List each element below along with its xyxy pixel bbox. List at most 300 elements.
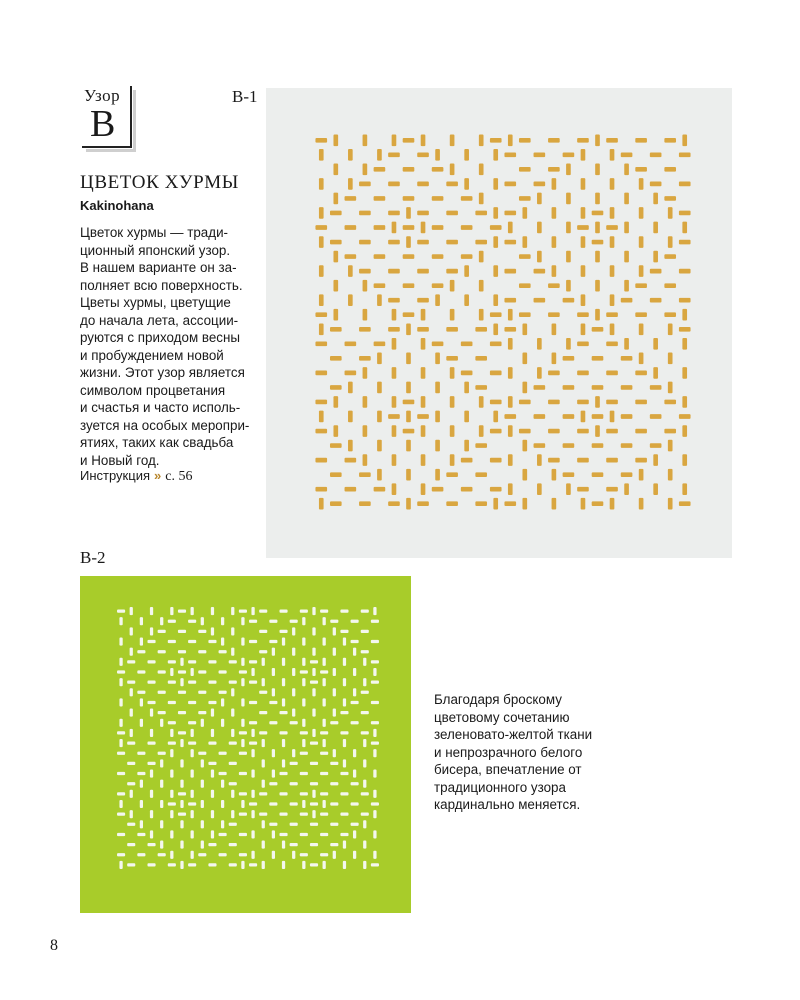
- bead: [595, 396, 600, 408]
- bead: [552, 353, 557, 365]
- bead: [595, 222, 600, 234]
- bead: [340, 772, 348, 775]
- bead: [577, 429, 589, 434]
- bead: [371, 681, 379, 684]
- bead: [231, 810, 234, 818]
- bead: [475, 356, 487, 361]
- bead: [251, 729, 254, 737]
- bead: [417, 152, 429, 157]
- bead: [249, 721, 257, 724]
- bead: [621, 356, 633, 361]
- bead: [581, 178, 586, 190]
- bead: [348, 440, 353, 452]
- bead: [552, 207, 557, 219]
- bead: [371, 701, 379, 704]
- bead: [446, 240, 458, 245]
- bead: [606, 400, 618, 405]
- bead: [446, 182, 458, 187]
- bead: [475, 240, 487, 245]
- bead: [251, 607, 254, 615]
- bead: [150, 627, 153, 635]
- bead: [679, 414, 691, 419]
- bead: [158, 711, 166, 714]
- bead: [493, 207, 498, 219]
- bead: [117, 731, 125, 734]
- bead: [229, 843, 237, 846]
- bead: [461, 458, 473, 463]
- bead: [581, 236, 586, 248]
- bead: [315, 371, 327, 376]
- bead: [150, 810, 153, 818]
- bead: [563, 152, 575, 157]
- bead: [388, 327, 400, 332]
- bead: [119, 861, 122, 869]
- bead: [610, 498, 615, 510]
- bead: [435, 149, 440, 161]
- bead: [639, 323, 644, 335]
- bead: [330, 443, 342, 448]
- bead: [566, 193, 571, 205]
- bead: [229, 762, 237, 765]
- bead: [606, 429, 618, 434]
- bead: [635, 371, 647, 376]
- bead: [577, 341, 589, 346]
- bead: [191, 790, 194, 798]
- bead: [679, 240, 691, 245]
- bead: [508, 483, 513, 495]
- bead: [310, 681, 318, 684]
- bead: [552, 498, 557, 510]
- bead: [432, 283, 444, 288]
- bead: [548, 458, 560, 463]
- bead: [639, 236, 644, 248]
- bead: [566, 164, 571, 176]
- bead: [592, 385, 604, 390]
- bead: [262, 739, 265, 747]
- bead: [127, 782, 135, 785]
- bead: [333, 648, 336, 656]
- bead: [610, 207, 615, 219]
- bead: [566, 251, 571, 263]
- bead: [231, 709, 234, 717]
- bead: [262, 861, 265, 869]
- bead: [406, 411, 411, 423]
- bead: [388, 501, 400, 506]
- bead: [188, 721, 196, 724]
- bead: [140, 719, 143, 727]
- bead: [239, 670, 247, 673]
- bead: [682, 425, 687, 437]
- bead: [621, 443, 633, 448]
- bead: [548, 167, 560, 172]
- bead: [127, 681, 135, 684]
- bead: [302, 658, 305, 666]
- bead: [219, 670, 227, 673]
- bead: [259, 630, 267, 633]
- bead: [272, 648, 275, 656]
- bead: [371, 863, 379, 866]
- description-line: ционный японский узор.: [80, 242, 231, 258]
- bead: [592, 443, 604, 448]
- bead: [130, 810, 133, 818]
- bead: [188, 802, 196, 805]
- bead: [160, 841, 163, 849]
- bead: [682, 367, 687, 379]
- bead: [653, 193, 658, 205]
- bead: [435, 440, 440, 452]
- bead: [333, 280, 338, 292]
- bead: [610, 236, 615, 248]
- bead: [534, 269, 546, 274]
- bead: [595, 134, 600, 146]
- bead: [168, 863, 176, 866]
- bead: [522, 469, 527, 481]
- bead: [343, 841, 346, 849]
- bead: [361, 630, 369, 633]
- bead: [330, 782, 338, 785]
- bead: [241, 739, 244, 747]
- bead: [147, 741, 155, 744]
- bead: [450, 425, 455, 437]
- bead: [650, 269, 662, 274]
- caption-line: Благодаря броскому: [434, 692, 562, 707]
- bead: [490, 458, 502, 463]
- bead: [319, 498, 324, 510]
- bead: [639, 178, 644, 190]
- bead: [251, 790, 254, 798]
- instruction-link[interactable]: [80, 468, 192, 485]
- bead: [650, 298, 662, 303]
- bead: [323, 800, 326, 808]
- bead: [374, 487, 386, 492]
- bead: [371, 660, 379, 663]
- bead: [249, 802, 257, 805]
- bead: [353, 769, 356, 777]
- bead: [363, 759, 366, 767]
- bead: [421, 483, 426, 495]
- bead: [508, 222, 513, 234]
- bead: [219, 650, 227, 653]
- bead: [330, 327, 342, 332]
- bead: [259, 711, 267, 714]
- bead: [388, 414, 400, 419]
- bead: [461, 196, 473, 201]
- bead: [552, 323, 557, 335]
- bead: [300, 813, 308, 816]
- bead: [300, 792, 308, 795]
- pattern-box-border: [130, 86, 132, 148]
- bead: [639, 265, 644, 277]
- bead: [279, 772, 287, 775]
- bead: [147, 640, 155, 643]
- bead: [269, 823, 277, 826]
- bead: [340, 792, 348, 795]
- bead: [668, 440, 673, 452]
- bead: [566, 338, 571, 350]
- bead: [606, 312, 618, 317]
- bead: [180, 780, 183, 788]
- bead: [348, 265, 353, 277]
- bead: [201, 841, 204, 849]
- bead: [119, 800, 122, 808]
- bead: [392, 222, 397, 234]
- bead: [563, 298, 575, 303]
- bead: [310, 843, 318, 846]
- bead: [668, 207, 673, 219]
- bead: [231, 688, 234, 696]
- bead: [548, 312, 560, 317]
- bead: [300, 752, 308, 755]
- bead: [351, 640, 359, 643]
- bead: [664, 312, 676, 317]
- bead: [650, 443, 662, 448]
- bead: [435, 382, 440, 394]
- bead: [117, 609, 125, 612]
- bead: [310, 863, 318, 866]
- bead: [302, 637, 305, 645]
- bead: [537, 338, 542, 350]
- bead: [168, 741, 176, 744]
- bead: [269, 721, 277, 724]
- bead: [392, 367, 397, 379]
- bead: [406, 353, 411, 365]
- bead: [208, 762, 216, 765]
- bead: [208, 863, 216, 866]
- bead: [403, 138, 415, 143]
- bead: [340, 731, 348, 734]
- bead: [119, 637, 122, 645]
- bead: [117, 853, 125, 856]
- bead: [522, 323, 527, 335]
- bead: [170, 749, 173, 757]
- bead: [229, 660, 237, 663]
- bead: [508, 396, 513, 408]
- bead: [241, 678, 244, 686]
- bead: [435, 294, 440, 306]
- bead: [241, 637, 244, 645]
- bead: [461, 254, 473, 259]
- bead: [371, 620, 379, 623]
- bead: [319, 207, 324, 219]
- bead: [577, 312, 589, 317]
- bead: [315, 312, 327, 317]
- bead: [548, 429, 560, 434]
- description-line: Цветы хурмы, цветущие: [80, 295, 231, 310]
- bead: [592, 327, 604, 332]
- bead: [392, 425, 397, 437]
- bead: [310, 762, 318, 765]
- bead: [635, 429, 647, 434]
- bead: [537, 483, 542, 495]
- bead: [679, 152, 691, 157]
- bead: [249, 660, 257, 663]
- bead: [259, 609, 267, 612]
- bead: [624, 193, 629, 205]
- bead: [522, 353, 527, 365]
- bead: [363, 134, 368, 146]
- bead: [435, 469, 440, 481]
- bead: [359, 211, 371, 216]
- bead: [490, 341, 502, 346]
- bead: [300, 833, 308, 836]
- bead: [191, 830, 194, 838]
- bead: [682, 309, 687, 321]
- bead: [361, 813, 369, 816]
- bead: [577, 225, 589, 230]
- bead: [319, 149, 324, 161]
- bead: [229, 823, 237, 826]
- bead: [417, 414, 429, 419]
- bead: [300, 772, 308, 775]
- bead: [664, 254, 676, 259]
- bead: [522, 382, 527, 394]
- bead: [522, 440, 527, 452]
- bead: [259, 731, 267, 734]
- bead: [198, 670, 206, 673]
- bead: [221, 780, 224, 788]
- bead: [475, 472, 487, 477]
- bead: [319, 178, 324, 190]
- bead: [259, 650, 267, 653]
- bead: [345, 254, 357, 259]
- bead: [191, 749, 194, 757]
- bead: [239, 813, 247, 816]
- bead: [475, 327, 487, 332]
- bead: [595, 280, 600, 292]
- bead: [361, 691, 369, 694]
- bead: [577, 371, 589, 376]
- bead: [168, 681, 176, 684]
- bead: [682, 222, 687, 234]
- bead: [259, 813, 267, 816]
- bead: [180, 820, 183, 828]
- bead: [201, 759, 204, 767]
- bead: [351, 823, 359, 826]
- bead: [417, 240, 429, 245]
- bead: [180, 739, 183, 747]
- instruction-label: Инструкция: [80, 468, 150, 483]
- bead: [464, 440, 469, 452]
- bead: [406, 469, 411, 481]
- bead: [635, 458, 647, 463]
- bead: [330, 721, 338, 724]
- bead: [388, 211, 400, 216]
- bead: [537, 251, 542, 263]
- bead: [461, 487, 473, 492]
- bead: [363, 425, 368, 437]
- bead: [450, 309, 455, 321]
- bead: [315, 487, 327, 492]
- bead: [621, 472, 633, 477]
- bead: [461, 341, 473, 346]
- bead: [577, 458, 589, 463]
- bead: [345, 458, 357, 463]
- bead: [610, 149, 615, 161]
- bead: [490, 400, 502, 405]
- bead: [191, 729, 194, 737]
- bead: [595, 251, 600, 263]
- bead: [178, 813, 186, 816]
- bead: [160, 617, 163, 625]
- bead: [446, 501, 458, 506]
- bead: [150, 709, 153, 717]
- bead: [493, 294, 498, 306]
- bead: [479, 396, 484, 408]
- bead: [522, 498, 527, 510]
- bead: [490, 429, 502, 434]
- bead: [310, 823, 318, 826]
- bead: [519, 283, 531, 288]
- bead: [127, 741, 135, 744]
- bead: [282, 637, 285, 645]
- bead: [290, 721, 298, 724]
- bead: [668, 469, 673, 481]
- bead: [312, 607, 315, 615]
- bead: [170, 769, 173, 777]
- bead: [363, 780, 366, 788]
- bead: [353, 749, 356, 757]
- bead: [461, 371, 473, 376]
- bead: [446, 356, 458, 361]
- bead: [664, 283, 676, 288]
- bead: [330, 356, 342, 361]
- description-line: руются с приходом весны: [80, 330, 240, 345]
- bead: [464, 178, 469, 190]
- bead: [147, 843, 155, 846]
- bead: [343, 637, 346, 645]
- bead: [168, 660, 176, 663]
- bead: [606, 138, 618, 143]
- bead: [406, 498, 411, 510]
- bead: [188, 620, 196, 623]
- bead: [170, 729, 173, 737]
- bead: [201, 820, 204, 828]
- bead: [292, 688, 295, 696]
- bead: [359, 472, 371, 477]
- bead: [188, 863, 196, 866]
- bead: [421, 425, 426, 437]
- bead: [490, 487, 502, 492]
- bead: [119, 678, 122, 686]
- bead: [272, 769, 275, 777]
- bead: [595, 309, 600, 321]
- bead: [282, 739, 285, 747]
- bead: [635, 138, 647, 143]
- bead: [340, 833, 348, 836]
- bead: [345, 371, 357, 376]
- bead: [464, 149, 469, 161]
- bead: [664, 400, 676, 405]
- page-number: 8: [50, 937, 58, 954]
- bead: [292, 668, 295, 676]
- bead: [450, 134, 455, 146]
- bead: [269, 802, 277, 805]
- bead: [432, 196, 444, 201]
- bead: [198, 752, 206, 755]
- bead: [229, 782, 237, 785]
- bead: [178, 711, 186, 714]
- bead: [323, 678, 326, 686]
- bead: [188, 681, 196, 684]
- bead: [371, 741, 379, 744]
- bead: [117, 772, 125, 775]
- bead: [592, 356, 604, 361]
- bead: [323, 698, 326, 706]
- bead: [231, 729, 234, 737]
- bead: [137, 772, 145, 775]
- bead: [239, 731, 247, 734]
- bead: [229, 681, 237, 684]
